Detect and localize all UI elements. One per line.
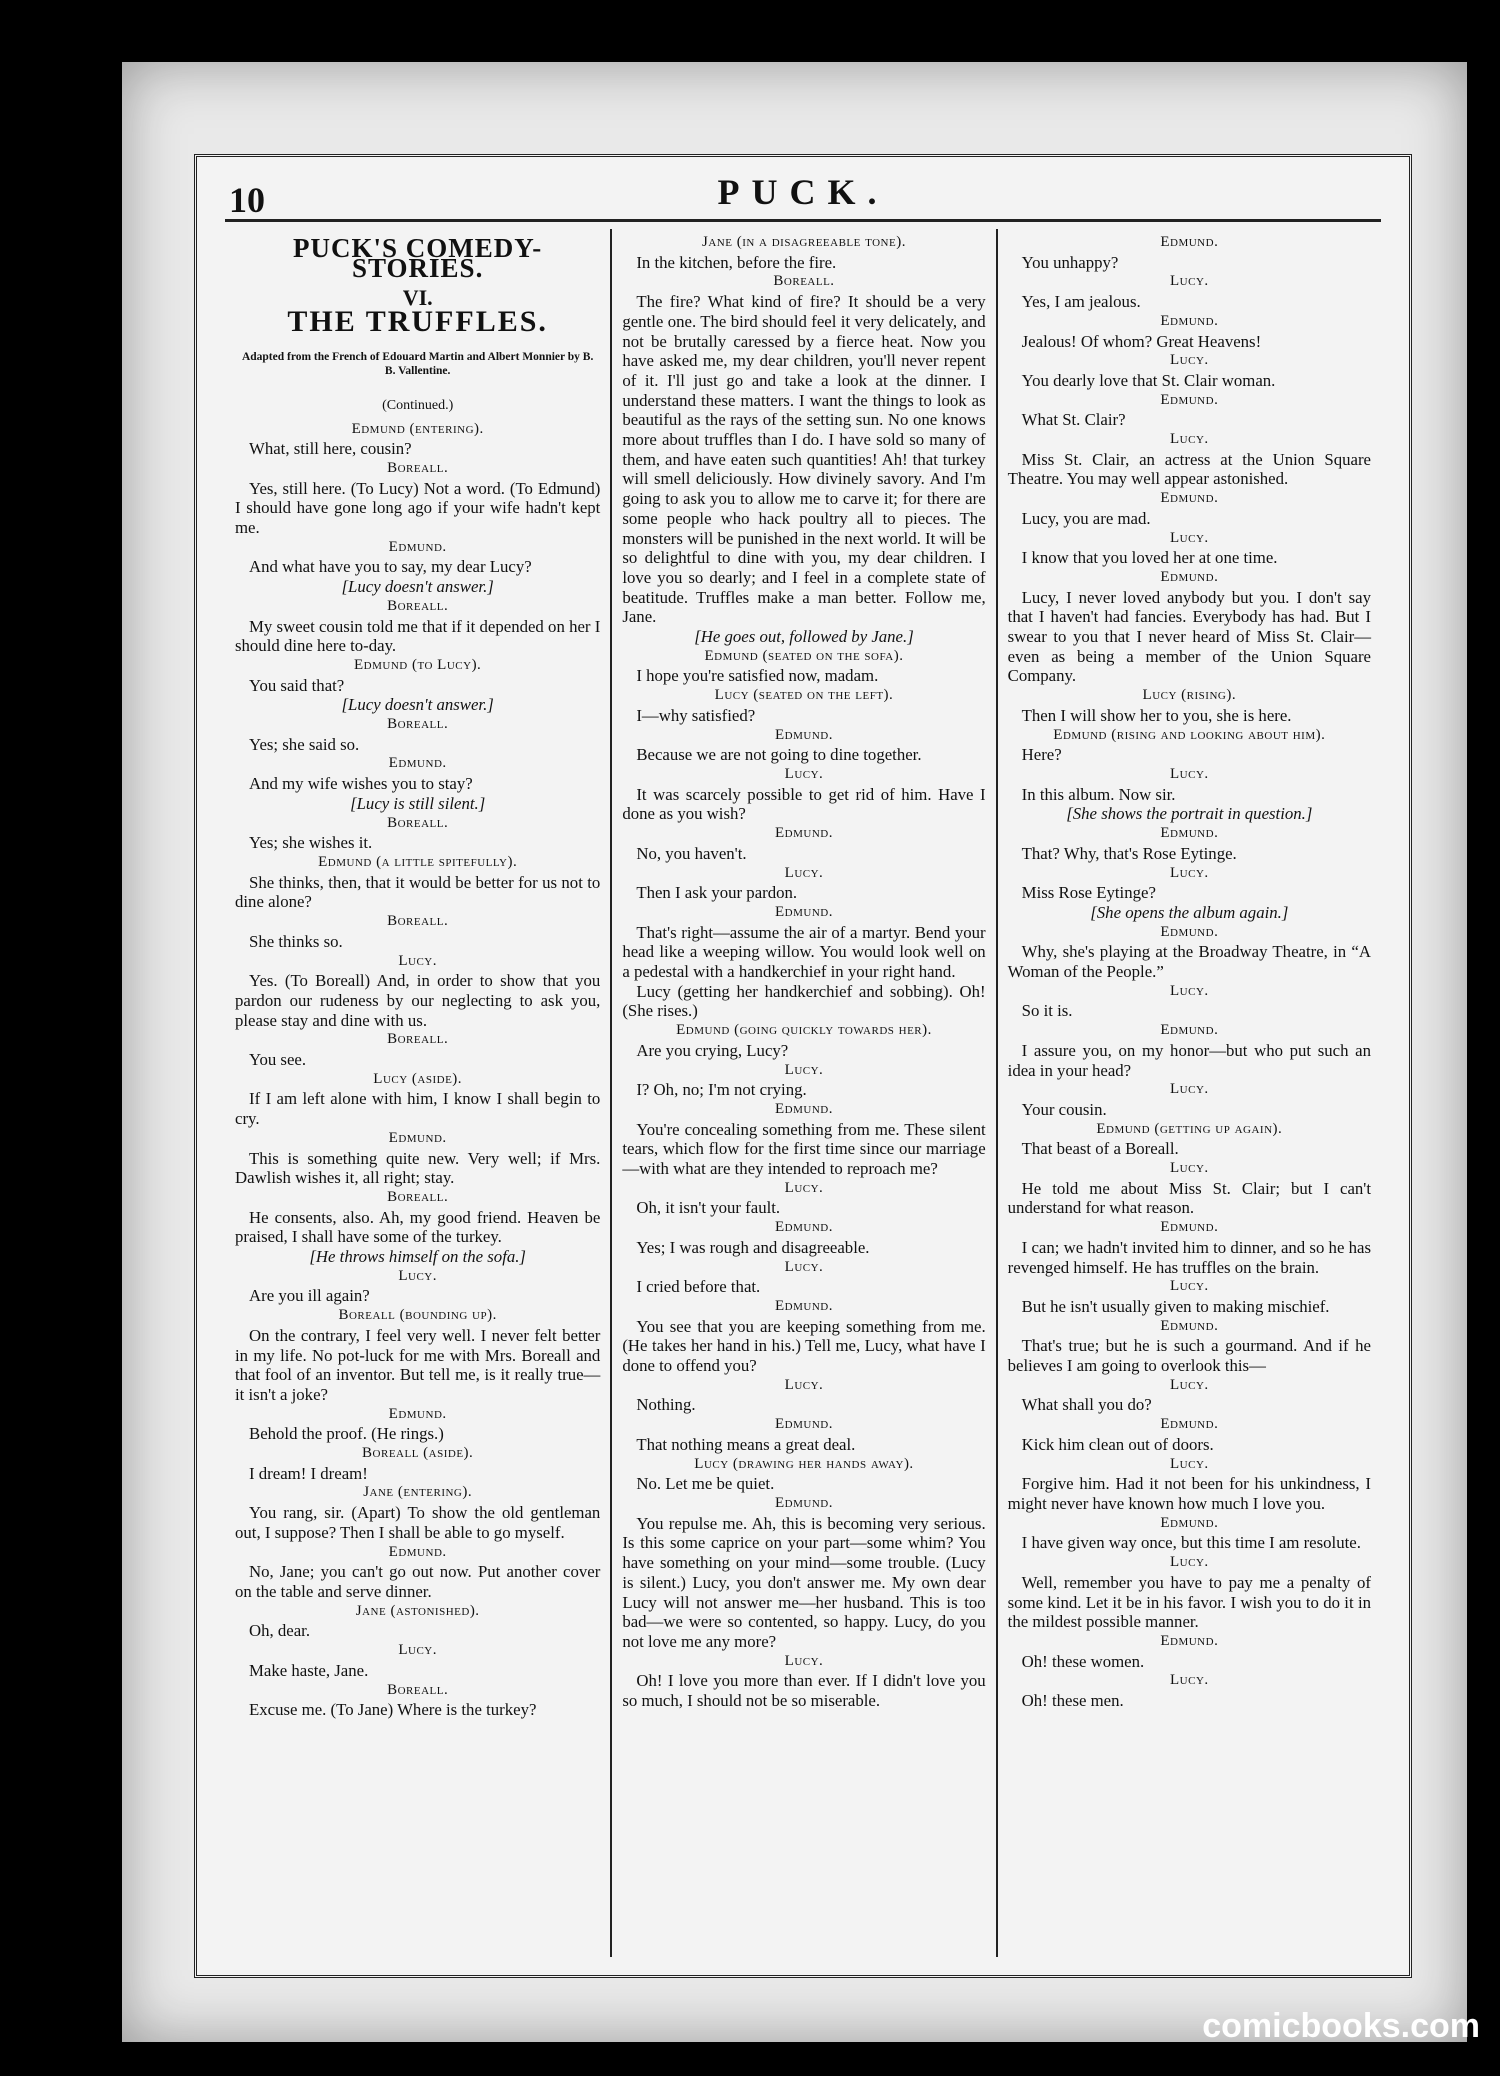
- dialogue-line: Yes; she wishes it.: [249, 833, 373, 853]
- speaker-name: Lucy.: [1170, 529, 1209, 546]
- dialogue-line: If I am left alone with him, I know I shall begin to cry.: [235, 1089, 601, 1129]
- dialogue-line: Kick him clean out of doors.: [1021, 1434, 1214, 1454]
- dialogue-lines: [622, 233, 985, 1711]
- speaker-name: Edmund (a little spitefully).: [318, 853, 518, 870]
- dialogue-line: My sweet cousin told me that if it depended on her I should dine here to-day.: [235, 616, 601, 656]
- speaker-name: Lucy.: [1170, 1278, 1209, 1295]
- stage-direction: [He throws himself on the sofa.]: [309, 1247, 526, 1267]
- speaker-name: Edmund.: [775, 1219, 833, 1236]
- dialogue-line: He told me about Miss St. Clair; but I can't understand for what reason.: [1007, 1178, 1371, 1218]
- speaker-name: Edmund (going quickly towards her).: [676, 1022, 932, 1039]
- dialogue-lines: [1008, 233, 1371, 1711]
- dialogue-line: Then I will show her to you, she is here.: [1021, 705, 1292, 725]
- speaker-name: Edmund.: [388, 538, 447, 555]
- speaker-name: Lucy (aside).: [373, 1070, 463, 1087]
- stage-direction: [She opens the album again.]: [1090, 902, 1289, 922]
- speaker-name: Lucy.: [1170, 864, 1209, 881]
- stage-direction: [Lucy is still silent.]: [350, 793, 486, 813]
- dialogue-line: Here?: [1021, 745, 1062, 765]
- dialogue-line: Lucy (getting her handkerchief and sobbing). Oh! (She rises.): [622, 981, 986, 1021]
- dialogue-line: Are you crying, Lucy?: [636, 1040, 789, 1060]
- speaker-name: Lucy.: [1170, 352, 1209, 369]
- dialogue-line: I can; we hadn't invited him to dinner, and so he has revenged himself. He has truffles on the brain.: [1007, 1237, 1371, 1277]
- column-left: [225, 229, 610, 1957]
- dialogue-line: The fire? What kind of fire? It should be a very gentle one. The bird should feel it very delicately, and not be brutally caressed by a fierce heat. Now you have asked me, my dear children, you'll never repent of it. I'll just go and take a look at the dinner. I understand these matters. I want the things to look as beautiful as the rays of the setting sun. No one knows more about truffles than I do. I have sold so many of them, and have eaten such quantities! Ah! that turkey will smell deliciously. How divinely savory. And I'm going to ask you to allow me to carve it; for there are some people who hack poultry all to pieces. The monsters will be punished in the next world. It will be so delightful to dine with you, my dear children. I love you so dearly; and I feel in a complete state of beatitude. Truffles make a man better. Follow me, Jane.: [622, 292, 986, 627]
- speaker-name: Lucy.: [398, 1267, 437, 1284]
- dialogue-line: You see.: [249, 1050, 307, 1070]
- dialogue-line: Miss Rose Eytinge?: [1021, 883, 1156, 903]
- speaker-name: Jane (in a disagreeable tone).: [702, 234, 906, 250]
- dialogue-lines: [235, 420, 600, 1720]
- column-right: [996, 229, 1381, 1957]
- speaker-name: Lucy.: [1170, 273, 1209, 290]
- speaker-name: Edmund.: [1160, 568, 1219, 585]
- dialogue-line: What St. Clair?: [1021, 410, 1126, 430]
- speaker-name: Boreall (bounding up).: [338, 1307, 497, 1324]
- dialogue-line: You're concealing something from me. These silent tears, which flow for the first time since our marriage—with what are they intended to reproach me?: [622, 1119, 986, 1179]
- dialogue-line: Yes; she said so.: [249, 734, 360, 754]
- dialogue-line: I hope you're satisfied now, madam.: [636, 666, 879, 686]
- dialogue-line: And what have you to say, my dear Lucy?: [249, 557, 532, 577]
- watermark: comicbooks.com: [1202, 2007, 1480, 2045]
- stage-direction: [Lucy doesn't answer.]: [341, 695, 494, 715]
- speaker-name: Edmund (getting up again).: [1096, 1120, 1283, 1137]
- dialogue-line: You said that?: [249, 675, 345, 695]
- speaker-name: Lucy.: [1170, 765, 1209, 782]
- column-middle: [610, 229, 995, 1957]
- dialogue-line: That nothing means a great deal.: [636, 1434, 856, 1454]
- dialogue-line: No, Jane; you can't go out now. Put another cover on the table and serve dinner.: [235, 1562, 601, 1601]
- dialogue-line: That's right—assume the air of a martyr. Bend your head like a weeping willow. You would look well on a pedestal with a handkerchief in your right hand.: [622, 922, 986, 982]
- speaker-name: Edmund.: [1160, 1514, 1219, 1531]
- speaker-name: Lucy.: [1170, 1160, 1209, 1177]
- speaker-name: Lucy.: [1170, 982, 1209, 999]
- speaker-name: Lucy (drawing her hands away).: [694, 1455, 914, 1472]
- series-title: PUCK'S COMEDY-STORIES.: [293, 233, 543, 283]
- dialogue-line: Oh! these men.: [1021, 1691, 1124, 1711]
- dialogue-line: That beast of a Boreall.: [1021, 1139, 1179, 1159]
- dialogue-line: Yes, still here. (To Lucy) Not a word. (To Edmund) I should have gone long ago if your wife hadn't kept me.: [235, 478, 601, 538]
- speaker-name: Edmund.: [1160, 825, 1219, 842]
- speaker-name: Edmund.: [388, 1129, 447, 1146]
- speaker-name: Lucy.: [1170, 1376, 1209, 1393]
- dialogue-line: You dearly love that St. Clair woman.: [1021, 370, 1276, 390]
- speaker-name: Edmund.: [775, 1297, 833, 1314]
- speaker-name: Edmund (seated on the sofa).: [704, 647, 904, 664]
- dialogue-line: Yes; I was rough and disagreeable.: [636, 1237, 870, 1257]
- dialogue-line: I have given way once, but this time I am resolute.: [1021, 1533, 1361, 1553]
- dialogue-line: Are you ill again?: [249, 1286, 370, 1306]
- dialogue-line: It was scarcely possible to get rid of him. Have I done as you wish?: [622, 784, 986, 824]
- dialogue-line: Because we are not going to dine together.: [636, 745, 922, 765]
- dialogue-line: You rang, sir. (Apart) To show the old gentleman out, I suppose? Then I shall be able to go myself.: [235, 1503, 601, 1542]
- speaker-name: Boreall.: [387, 1681, 449, 1698]
- speaker-name: Lucy.: [784, 1179, 824, 1196]
- speaker-name: Lucy.: [784, 1061, 824, 1078]
- speaker-name: Jane (astonished).: [355, 1602, 480, 1619]
- speaker-name: Edmund.: [1160, 391, 1219, 408]
- speaker-name: Boreall.: [387, 913, 449, 930]
- speaker-name: Boreall.: [387, 1188, 449, 1205]
- speaker-name: Lucy.: [1170, 1672, 1209, 1689]
- story-number: VI.: [402, 285, 433, 311]
- speaker-name: Edmund.: [775, 726, 833, 743]
- story-credit: Adapted from the French of Edouard Martin and Albert Monnier by B. B. Vallentine.: [241, 350, 594, 377]
- speaker-name: Lucy.: [784, 864, 824, 881]
- scanned-page: [122, 62, 1467, 2042]
- speaker-name: Lucy (seated on the left).: [714, 687, 894, 704]
- dialogue-line: Well, remember you have to pay me a penalty of some kind. Let it be in his favor. I wish you to do it in the mildest possible manner.: [1007, 1572, 1371, 1632]
- speaker-name: Edmund.: [1160, 1022, 1219, 1039]
- dialogue-line: No, you haven't.: [636, 843, 747, 863]
- speaker-name: Lucy.: [1170, 1455, 1209, 1472]
- dialogue-line: Oh! these women.: [1021, 1651, 1145, 1671]
- dialogue-line: He consents, also. Ah, my good friend. Heaven be praised, I shall have some of the turkey.: [235, 1207, 601, 1247]
- dialogue-line: Oh, it isn't your fault.: [636, 1198, 781, 1218]
- dialogue-line: Yes, I am jealous.: [1021, 292, 1141, 312]
- continued-note: (Continued.): [382, 397, 454, 413]
- speaker-name: Edmund.: [1160, 1632, 1219, 1649]
- speaker-name: Lucy.: [1170, 431, 1209, 448]
- speaker-name: Boreall.: [773, 273, 835, 290]
- speaker-name: Boreall (aside).: [362, 1445, 474, 1462]
- speaker-name: Boreall.: [387, 1031, 449, 1048]
- speaker-name: Lucy (rising).: [1142, 687, 1237, 704]
- speaker-name: Edmund.: [1160, 923, 1219, 940]
- dialogue-line: Make haste, Jane.: [249, 1660, 369, 1680]
- dialogue-line: I dream! I dream!: [249, 1463, 368, 1483]
- dialogue-line: I know that you loved her at one time.: [1021, 548, 1278, 568]
- speaker-name: Lucy.: [398, 1642, 437, 1659]
- speaker-name: Edmund.: [1160, 1219, 1219, 1236]
- speaker-name: Edmund.: [775, 903, 833, 920]
- dialogue-line: You see that you are keeping something from me. (He takes her hand in his.) Tell me, Lucy, what have I done to offend you?: [622, 1316, 986, 1376]
- speaker-name: Edmund (rising and looking about him).: [1053, 726, 1326, 743]
- dialogue-line: You unhappy?: [1021, 252, 1119, 272]
- dialogue-line: Oh, dear.: [249, 1621, 311, 1641]
- speaker-name: Edmund.: [388, 1543, 447, 1560]
- story-title: THE TRUFFLES.: [287, 305, 548, 339]
- page-number: 10: [229, 180, 265, 220]
- dialogue-line: I—why satisfied?: [636, 705, 756, 725]
- speaker-name: Lucy.: [1170, 1081, 1209, 1098]
- dialogue-line: What, still here, cousin?: [249, 439, 412, 459]
- speaker-name: Edmund.: [775, 825, 833, 842]
- dialogue-line: Behold the proof. (He rings.): [249, 1424, 444, 1444]
- page-header: [197, 171, 1409, 219]
- speaker-name: Lucy.: [784, 765, 824, 782]
- dialogue-line: No. Let me be quiet.: [636, 1474, 775, 1494]
- speaker-name: Boreall.: [387, 716, 449, 733]
- text-columns: [225, 229, 1381, 1957]
- speaker-name: Lucy.: [784, 1652, 824, 1669]
- speaker-name: Edmund.: [388, 1405, 447, 1422]
- dialogue-line: I cried before that.: [636, 1277, 761, 1297]
- dialogue-line: Excuse me. (To Jane) Where is the turkey?: [249, 1700, 537, 1720]
- dialogue-line: On the contrary, I feel very well. I never felt better in my life. No pot-luck for me with Mrs. Boreall and that fool of an inventor. But tell me, is it really true—it isn't a joke?: [235, 1325, 601, 1404]
- page-frame: [194, 154, 1412, 1978]
- dialogue-line: In the kitchen, before the fire.: [636, 252, 837, 272]
- speaker-name: Lucy.: [1170, 1554, 1209, 1571]
- speaker-name: Edmund.: [1160, 1317, 1219, 1334]
- stage-direction: [He goes out, followed by Jane.]: [694, 627, 914, 647]
- speaker-name: Edmund.: [775, 1416, 833, 1433]
- dialogue-line: Oh! I love you more than ever. If I didn't love you so much, I should not be so miserable.: [622, 1671, 986, 1711]
- dialogue-line: Your cousin.: [1021, 1099, 1107, 1119]
- dialogue-line: Lucy, I never loved anybody but you. I don't say that I haven't had fancies. Everybody has had. But I swear to you that I never heard of Miss St. Clair—even as being a member of the Union Square Company.: [1007, 587, 1371, 686]
- dialogue-line: You repulse me. Ah, this is becoming very serious. Is this some caprice on your part—some whim? You have something on your mind—some trouble. (Lucy is silent.) Lucy, you don't answer me. My own dear Lucy will not answer me—her husband. This is too bad—we were so contented, so happy. Lucy, do you not love me any more?: [622, 1513, 986, 1651]
- speaker-name: Jane (entering).: [363, 1484, 473, 1501]
- dialogue-line: I? Oh, no; I'm not crying.: [636, 1080, 807, 1100]
- dialogue-line: In this album. Now sir.: [1021, 784, 1176, 804]
- dialogue-line: Nothing.: [636, 1395, 696, 1415]
- masthead: PUCK.: [717, 172, 889, 212]
- speaker-name: Edmund.: [775, 1495, 833, 1511]
- stage-direction: [She shows the portrait in question.]: [1066, 804, 1313, 824]
- speaker-name: Edmund.: [1160, 234, 1219, 250]
- dialogue-line: Yes. (To Boreall) And, in order to show that you pardon our rudeness by our neglecting to ask you, please stay and dine with us.: [235, 971, 601, 1030]
- dialogue-line: She thinks so.: [249, 931, 343, 951]
- speaker-name: Lucy.: [398, 952, 437, 969]
- dialogue-line: And my wife wishes you to stay?: [249, 774, 473, 794]
- speaker-name: Edmund.: [1160, 1416, 1219, 1433]
- speaker-name: Edmund.: [1160, 312, 1219, 329]
- stage-direction: [Lucy doesn't answer.]: [341, 577, 494, 597]
- dialogue-line: That? Why, that's Rose Eytinge.: [1021, 843, 1237, 863]
- speaker-name: Edmund (entering).: [351, 420, 484, 437]
- dialogue-line: Jealous! Of whom? Great Heavens!: [1021, 331, 1262, 351]
- speaker-name: Boreall.: [387, 597, 449, 614]
- dialogue-line: But he isn't usually given to making mischief.: [1021, 1296, 1330, 1316]
- dialogue-line: Then I ask your pardon.: [636, 883, 798, 903]
- dialogue-line: This is something quite new. Very well; if Mrs. Dawlish wishes it, all right; stay.: [235, 1148, 601, 1188]
- dialogue-line: What shall you do?: [1021, 1395, 1152, 1415]
- dialogue-line: Why, she's playing at the Broadway Theatre, in “A Woman of the People.”: [1007, 942, 1371, 982]
- speaker-name: Boreall.: [387, 814, 449, 831]
- speaker-name: Edmund.: [1160, 490, 1219, 507]
- dialogue-line: I assure you, on my honor—but who put such an idea in your head?: [1007, 1040, 1371, 1080]
- header-rule: [225, 219, 1381, 222]
- dialogue-line: That's true; but he is such a gourmand. And if he believes I am going to overlook this—: [1007, 1336, 1371, 1376]
- dialogue-line: Miss St. Clair, an actress at the Union Square Theatre. You may well appear astonished.: [1007, 449, 1371, 489]
- speaker-name: Edmund.: [775, 1100, 833, 1117]
- speaker-name: Lucy.: [784, 1258, 824, 1275]
- speaker-name: Edmund (to Lucy).: [354, 656, 482, 673]
- speaker-name: Boreall.: [387, 459, 449, 476]
- dialogue-line: She thinks, then, that it would be better for us not to dine alone?: [235, 872, 601, 912]
- dialogue-line: Lucy, you are mad.: [1021, 508, 1151, 528]
- speaker-name: Lucy.: [784, 1376, 824, 1393]
- dialogue-line: Forgive him. Had it not been for his unkindness, I might never have known how much I love you.: [1007, 1474, 1371, 1513]
- speaker-name: Edmund.: [388, 755, 447, 772]
- dialogue-line: So it is.: [1021, 1001, 1073, 1021]
